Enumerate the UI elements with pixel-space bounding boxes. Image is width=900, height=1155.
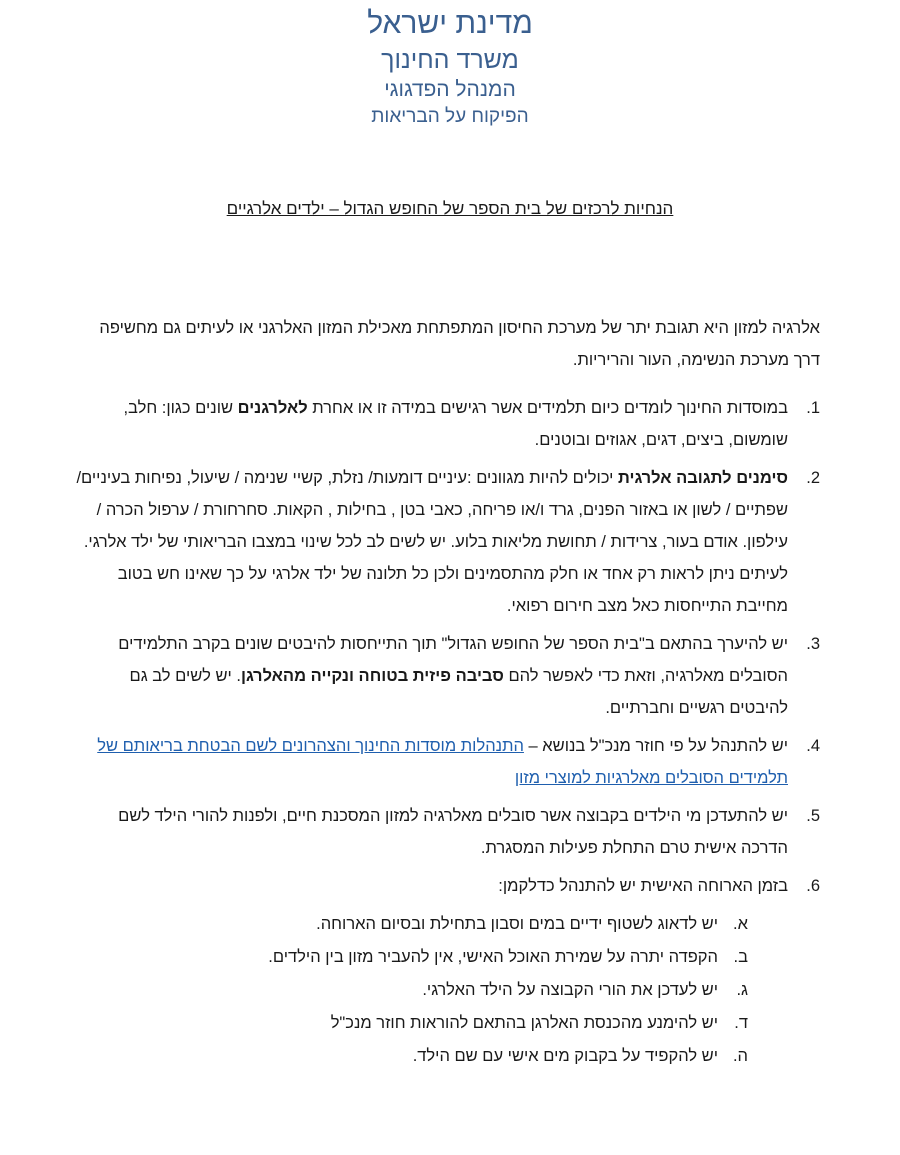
sub-text: יש להימנע מהכנסת האלרגן בהתאם להוראות חוזר מנכ"ל [330, 1014, 718, 1032]
sub-letter: א. [733, 915, 748, 933]
letterhead [0, 4, 900, 130]
document-body [70, 312, 820, 1078]
sublist-item [70, 1007, 788, 1039]
circular-link[interactable]: התנהלות מוסדות החינוך והצהרונים לשם הבטחת בריאותם של תלמידים הסובלים מאלרגיות למוצרי מזון [97, 737, 788, 787]
sub-text: יש לעדכן את הורי הקבוצה על הילד האלרגי. [422, 981, 718, 999]
item-number: 1. [806, 399, 820, 417]
state-name: מדינת ישראל [367, 7, 533, 40]
document-title: הנחיות לרכזים של בית הספר של החופש הגדול – ילדים אלרגיים [226, 199, 674, 218]
sublist-item [70, 1040, 788, 1072]
item-text: . יש לשים לב גם להיבטים רגשיים וחברתיים. [129, 667, 788, 717]
sublist-item [70, 908, 788, 940]
item-number: 3. [806, 635, 820, 653]
item-number: 4. [806, 737, 820, 755]
sub-letter: ג. [736, 981, 748, 999]
item-text: יש להתנהל על פי חוזר מנכ"ל בנושא – [523, 737, 788, 755]
item-text: יש להתעדכן מי הילדים בקבוצה אשר סובלים מאלרגיה למזון המסכנת חיים, ולפנות להורי הילד לשם הדרכה אישית טרם התחלת פעילות המסגרת. [118, 807, 788, 857]
sublist-item [70, 974, 788, 1006]
ministry-name: משרד החינוך [381, 46, 519, 74]
list-item-3 [70, 628, 820, 724]
item-text: יכולים להיות מגוונים :עיניים דומעות/ נזלת, קשיי שנימה / שיעול, נפיחות בעיניים/ שפתיים / לשון או באזור הפנים, גרד ו/או פריחה, כאבי בטן , בחילות , הקאות. סחרחורת / ערפול הכרה / עילפון. אודם בעור, צרידות / תחושת מליאות בלוע. יש לשים לב לכל שינוי במצבו הבריאותי של ילד אלרגי. לעיתים ניתן לראות רק אחד או חלק מהתסמינים ולכן כל תלונה של ילד אלרגי על כך שאינו חש בטוב מחייבת התייחסות כאל מצב חירום רפואי. [76, 469, 788, 615]
sub-text: הקפדה יתרה על שמירת האוכל האישי, אין להעביר מזון בין הילדים. [268, 948, 718, 966]
list-item-6 [70, 870, 820, 1072]
department-name: הפיקוח על הבריאות [371, 106, 529, 127]
meal-sublist [70, 908, 788, 1072]
list-item-4 [70, 730, 820, 794]
item-text: בזמן הארוחה האישית יש להתנהל כדלקמן: [498, 877, 788, 895]
item-number: 5. [806, 807, 820, 825]
sub-letter: ה. [732, 1047, 748, 1065]
sublist-item [70, 941, 788, 973]
list-item-2 [70, 462, 820, 622]
sub-text: יש לדאוג לשטוף ידיים במים וסבון בתחילת ובסיום הארוחה. [316, 915, 718, 933]
list-item-5 [70, 800, 820, 864]
administration-name: המנהל הפדגוגי [384, 78, 516, 101]
sub-letter: ב. [733, 948, 748, 966]
item-text: במוסדות החינוך לומדים כיום תלמידים אשר רגישים במידה זו או אחרת [307, 399, 788, 417]
item-bold-text: סביבה פיזית בטוחה ונקייה מהאלרגן [241, 667, 504, 685]
item-bold-text: לאלרגנים [237, 399, 308, 417]
list-item-1 [70, 392, 820, 456]
intro-paragraph: אלרגיה למזון היא תגובת יתר של מערכת החיסון המתפתחת מאכילת המזון האלרגני או לעיתים גם מחשיפה דרך מערכת הנשימה, העור והריריות. [99, 319, 820, 369]
sub-text: יש להקפיד על בקבוק מים אישי עם שם הילד. [412, 1047, 718, 1065]
guidelines-list [70, 392, 820, 1072]
item-number: 6. [806, 877, 820, 895]
item-text: שונים כגון: חלב, שומשום, ביצים, דגים, אגוזים ובוטנים. [123, 399, 788, 449]
item-bold-text: סימנים לתגובה אלרגית [618, 469, 788, 487]
item-number: 2. [806, 469, 820, 487]
item-text: יש להיערך בהתאם ב"בית הספר של החופש הגדול" תוך התייחסות להיבטים שונים בקרב התלמידים הסובלים מאלרגיה, וזאת כדי לאפשר להם [118, 635, 788, 685]
sub-letter: ד. [734, 1014, 748, 1032]
